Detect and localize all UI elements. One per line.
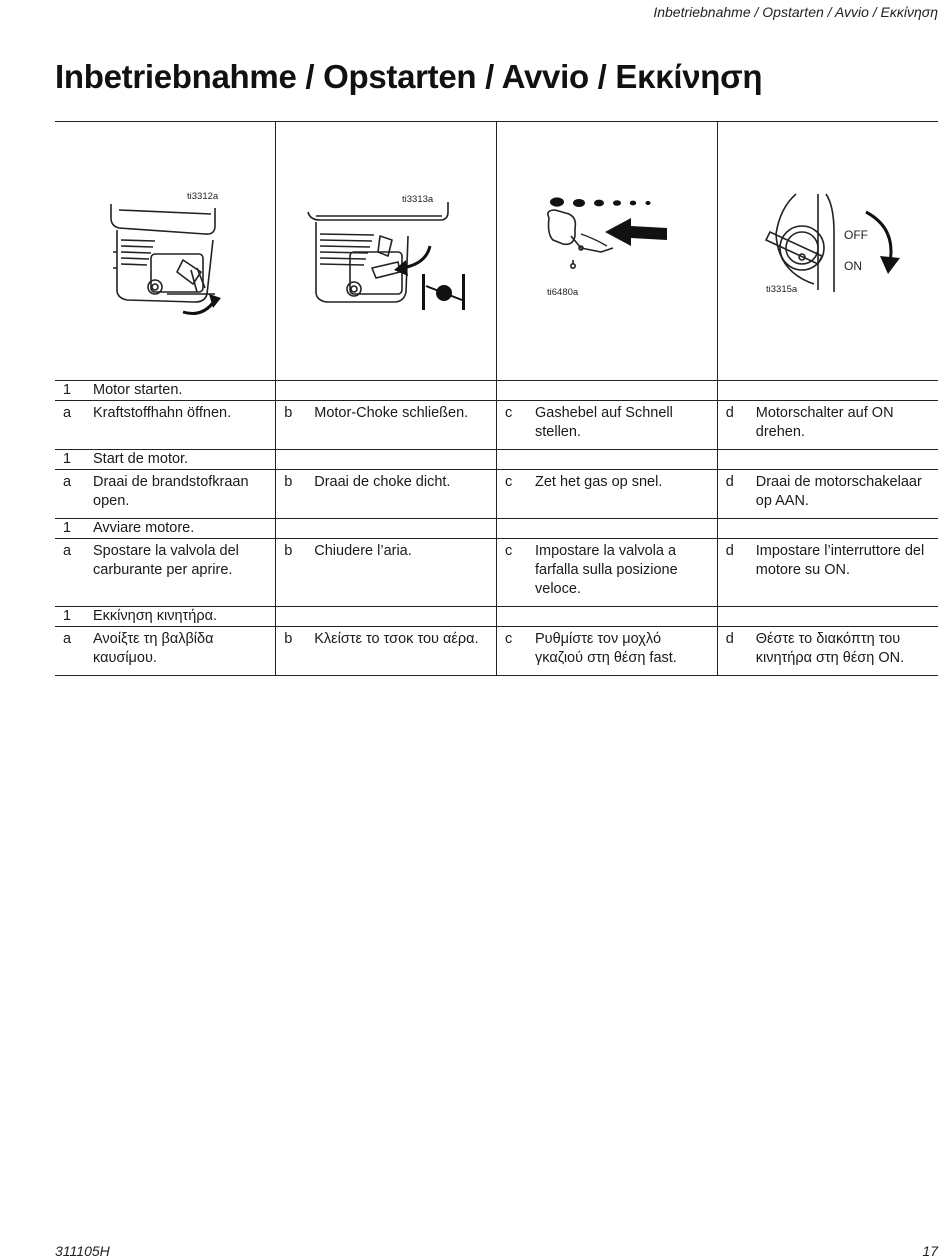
- fuel-valve-open-illustration: [55, 122, 275, 380]
- figure-cell-b: [276, 122, 497, 381]
- action-letter-c: c: [505, 474, 513, 490]
- action-text-c: Zet het gas op snel.: [535, 474, 663, 490]
- running-header: Inbetriebnahme / Opstarten / Avvio / Εκκίνηση: [653, 4, 938, 20]
- action-text-d: Draai de motorschakelaar op AAN.: [755, 474, 922, 509]
- action-text-d: Impostare l’interruttore del motore su ON.: [755, 543, 925, 578]
- action-text-a: Ανοίξτε τη βαλβίδα καυσίμου.: [93, 631, 214, 666]
- action-text-b: Chiudere l’aria.: [314, 543, 412, 559]
- figure-row: [55, 122, 938, 381]
- action-letter-c: c: [505, 631, 513, 647]
- action-text-a: Spostare la valvola del carburante per aprire.: [93, 543, 239, 578]
- action-text-d: Θέστε το διακόπτη του κινητήρα στη θέση ON.: [755, 631, 905, 666]
- page-title: Inbetriebnahme / Opstarten / Avvio / Εκκίνηση: [55, 58, 763, 95]
- action-letter-b: b: [284, 543, 293, 559]
- action-letter-b: b: [284, 474, 293, 490]
- figure-label-a: ti3312a: [187, 191, 219, 202]
- doc-number: 311105H: [55, 1243, 110, 1259]
- action-letter-a: a: [63, 405, 72, 421]
- step-row-nl: [55, 450, 938, 470]
- step-row-it: [55, 519, 938, 539]
- action-text-c: Gashebel auf Schnell stellen.: [535, 405, 673, 440]
- action-text-a: Draai de brandstofkraan open.: [93, 474, 249, 509]
- action-row-de: [55, 401, 938, 450]
- action-row-el: [55, 627, 938, 676]
- page-number: 17: [922, 1243, 938, 1259]
- switch-off-label: OFF: [843, 228, 868, 242]
- figure-label-b: ti3313a: [402, 194, 434, 205]
- action-letter-a: a: [63, 543, 72, 559]
- action-letter-a: a: [63, 474, 72, 490]
- action-letter-d: d: [725, 474, 734, 490]
- figure-cell-a: [55, 122, 276, 381]
- step-row-de: [55, 381, 938, 401]
- figure-label-c: ti6480a: [547, 287, 579, 298]
- step-text: Start de motor.: [93, 451, 189, 467]
- action-letter-b: b: [284, 405, 293, 421]
- throttle-fast-illustration: [497, 122, 717, 380]
- action-text-a: Kraftstoffhahn öffnen.: [93, 405, 232, 421]
- action-text-c: Impostare la valvola a farfalla sulla posizione veloce.: [535, 543, 678, 597]
- action-text-d: Motorschalter auf ON drehen.: [755, 405, 894, 440]
- engine-switch-illustration: [718, 122, 938, 380]
- action-row-it: [55, 539, 938, 607]
- figure-label-d: ti3315a: [765, 284, 797, 295]
- step-number: 1: [63, 382, 72, 398]
- action-letter-c: c: [505, 405, 513, 421]
- action-text-b: Κλείστε το τσοκ του αέρα.: [314, 631, 479, 647]
- startup-steps-table: [55, 121, 938, 676]
- action-letter-b: b: [284, 631, 293, 647]
- choke-close-illustration: [276, 122, 496, 380]
- step-row-el: [55, 607, 938, 627]
- action-text-b: Draai de choke dicht.: [314, 474, 451, 490]
- action-text-b: Motor-Choke schließen.: [314, 405, 469, 421]
- step-text: Motor starten.: [93, 382, 183, 398]
- step-text: Avviare motore.: [93, 520, 195, 536]
- figure-cell-c: [497, 122, 718, 381]
- action-letter-a: a: [63, 631, 72, 647]
- action-letter-d: d: [725, 405, 734, 421]
- switch-on-label: ON: [843, 259, 862, 273]
- step-number: 1: [63, 451, 72, 467]
- action-text-c: Ρυθμίστε τον μοχλό γκαζιού στη θέση fast.: [535, 631, 677, 666]
- step-text: Εκκίνηση κινητήρα.: [93, 608, 217, 624]
- step-number: 1: [63, 608, 72, 624]
- step-number: 1: [63, 520, 72, 536]
- action-letter-c: c: [505, 543, 513, 559]
- action-row-nl: [55, 470, 938, 519]
- action-letter-d: d: [725, 543, 734, 559]
- figure-cell-d: [717, 122, 938, 381]
- action-letter-d: d: [725, 631, 734, 647]
